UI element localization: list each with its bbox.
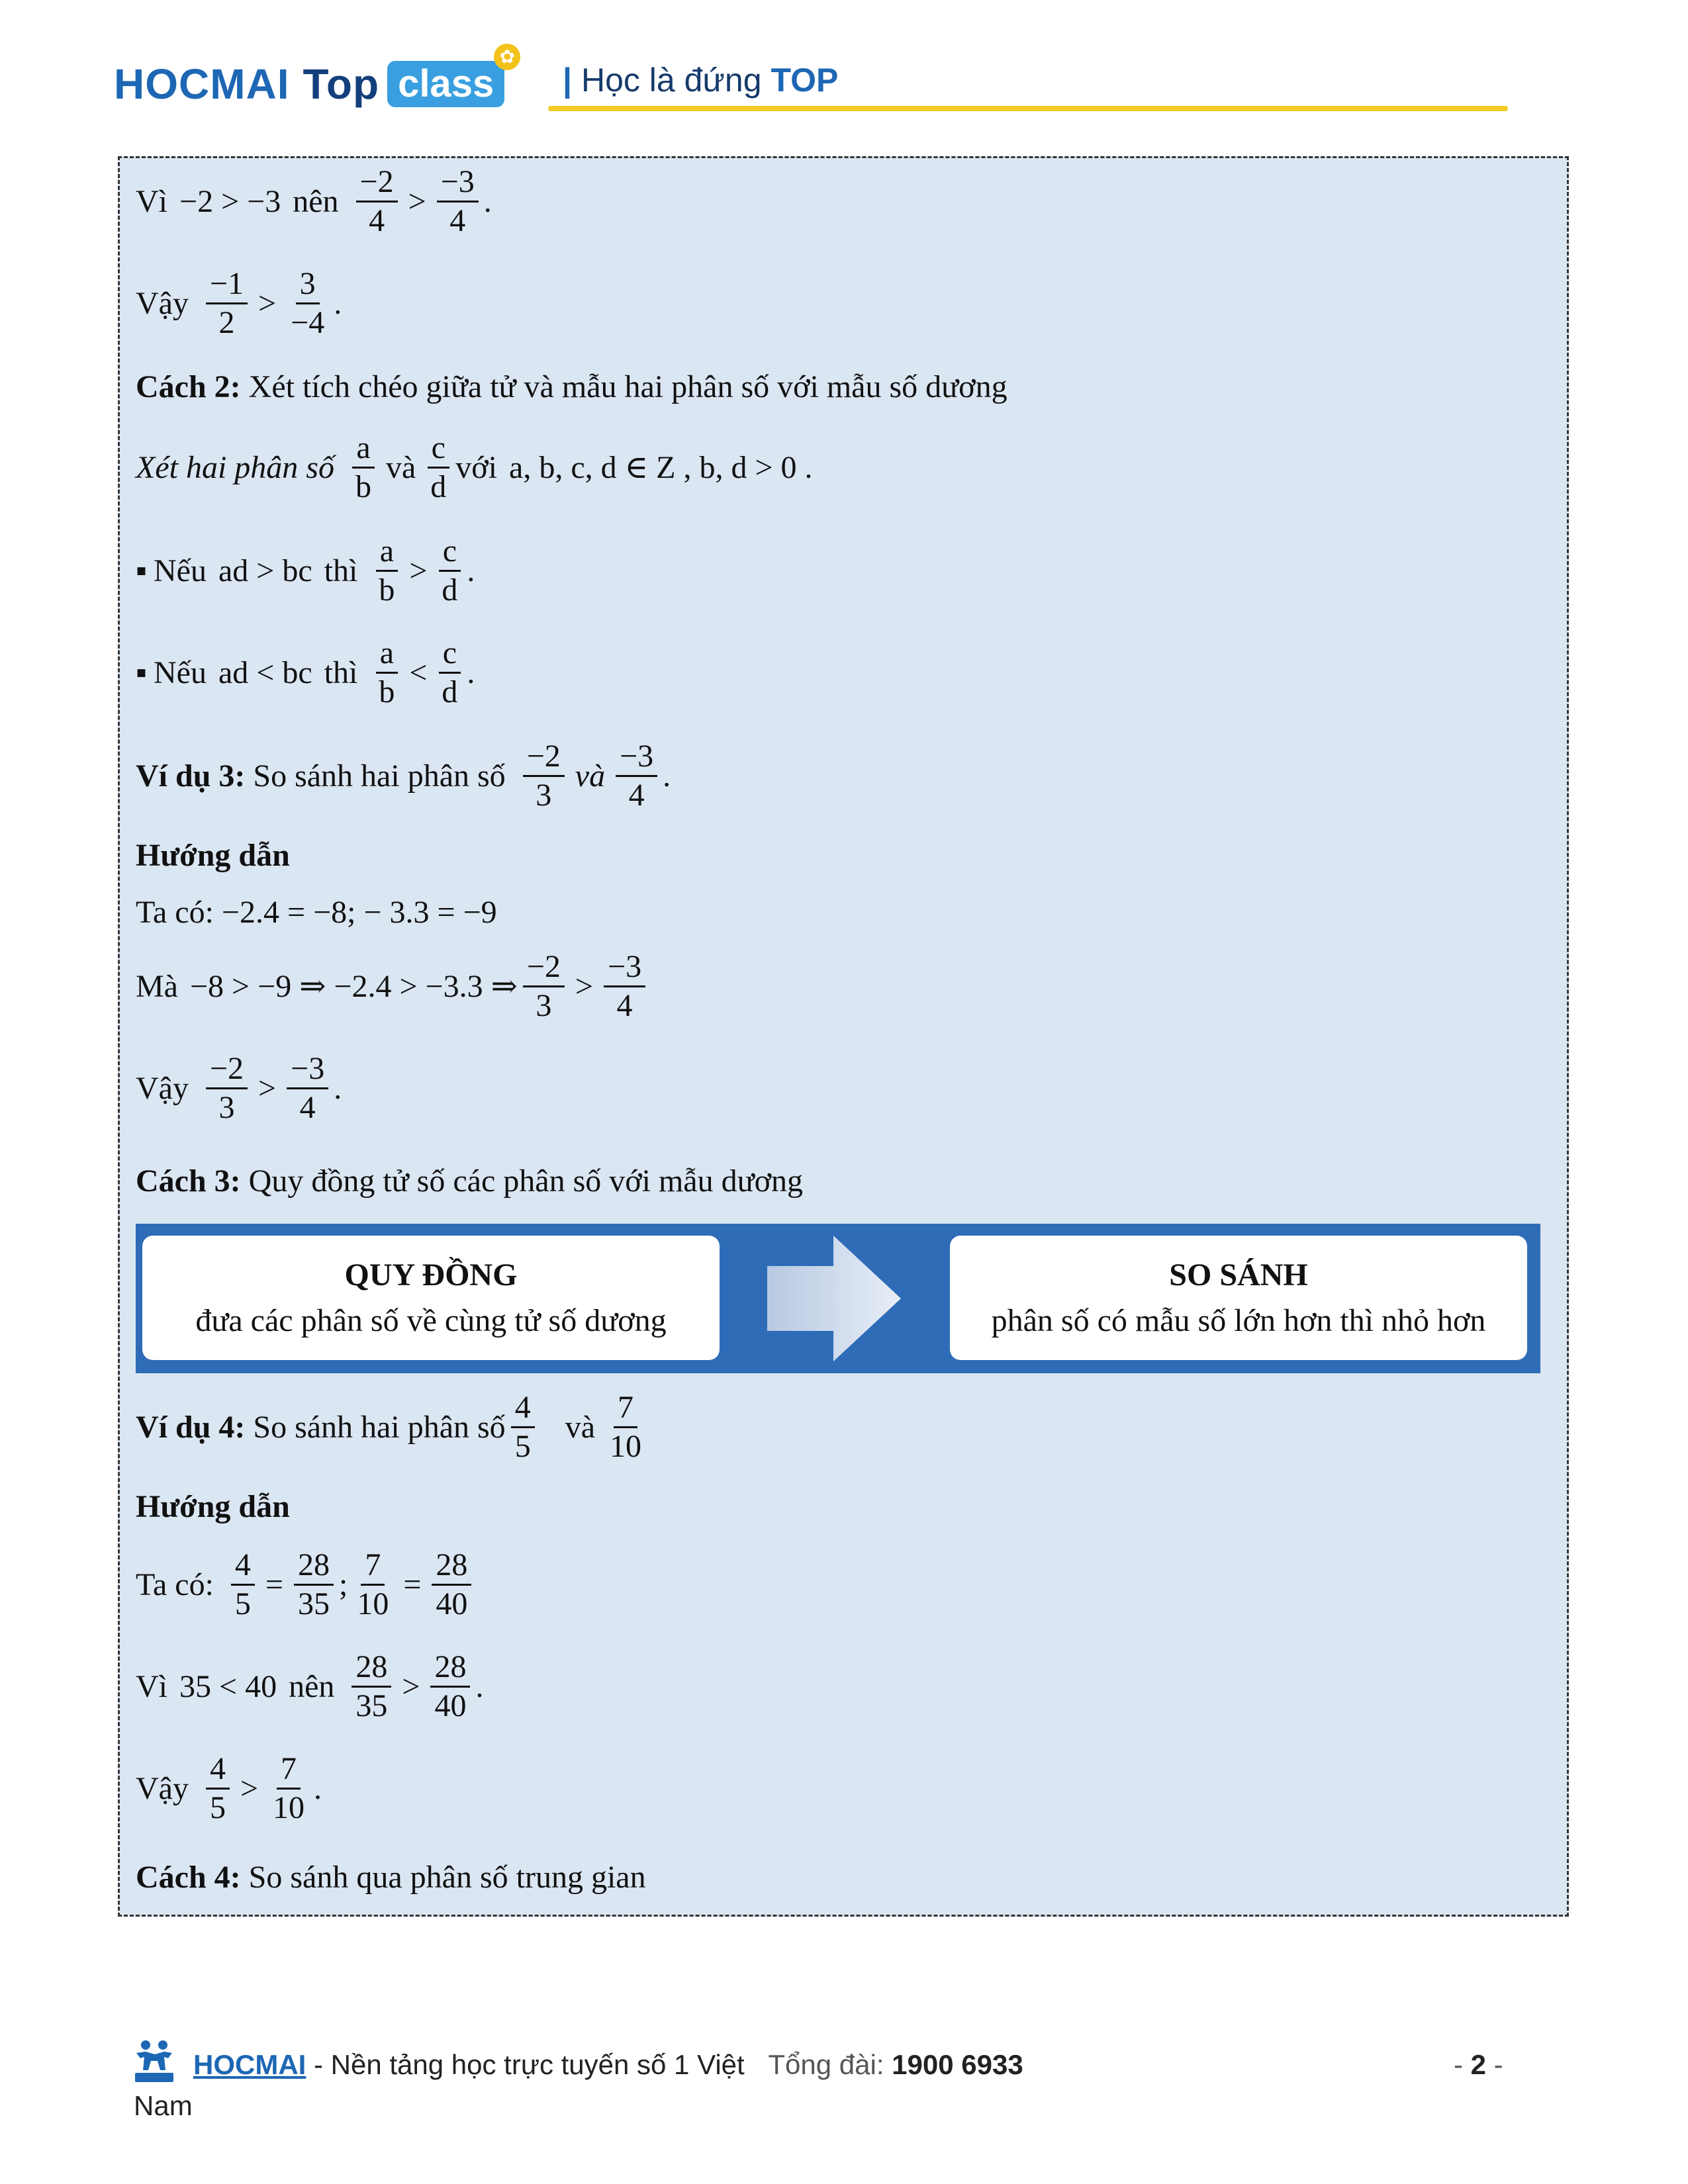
example-4-heading (136, 1392, 651, 1463)
denominator: b (379, 674, 395, 709)
numerator: −1 (206, 268, 248, 304)
denominator: 4 (628, 778, 645, 813)
denominator: b (355, 469, 371, 504)
period: . (483, 183, 492, 219)
period: . (334, 1070, 342, 1106)
operator: > (258, 285, 277, 321)
hotline-label: Tổng đài: (768, 2049, 884, 2080)
fraction (438, 637, 461, 708)
lesson-content-box (118, 156, 1569, 1917)
expression: −8 > −9 ⇒ −2.4 > −3.3 ⇒ (189, 968, 518, 1004)
fraction (287, 268, 328, 339)
period: . (663, 758, 671, 794)
example-text: So sánh hai phân số (253, 1409, 506, 1445)
period: . (467, 655, 475, 690)
denominator: 35 (298, 1586, 330, 1621)
numerator: −2 (523, 951, 565, 987)
fraction (375, 535, 399, 606)
numerator: 28 (294, 1549, 334, 1586)
fraction (606, 1392, 645, 1463)
line-vay-2 (136, 1053, 342, 1124)
numerator: 4 (206, 1753, 230, 1790)
numerator: −3 (287, 1053, 328, 1089)
text-nen: nên (289, 1668, 335, 1704)
period: . (314, 1770, 322, 1806)
method-text: Xét tích chéo giữa tử và mẫu hai phân số với mẫu số dương (248, 369, 1008, 404)
line-vay-1 (136, 268, 342, 339)
numerator: −2 (206, 1053, 248, 1089)
fraction (352, 1651, 391, 1722)
text-nen: nên (293, 183, 339, 219)
line-vi-nen-2 (136, 1651, 483, 1722)
condition: a, b, c, d ∈ Z , b, d > 0 . (509, 449, 813, 485)
fraction (375, 637, 399, 708)
bullet: ▪ (136, 553, 148, 588)
text-vay: Vậy (136, 1770, 189, 1806)
denominator: 35 (355, 1688, 388, 1723)
step-text: phân số có mẫu số lớn hơn thì nhỏ hơn (991, 1303, 1486, 1338)
denominator: 40 (434, 1688, 467, 1723)
text-ta-co: Ta có: (136, 895, 214, 930)
guide-heading: Hướng dẫn (136, 838, 290, 873)
numerator: 28 (430, 1651, 470, 1688)
text-ma: Mà (136, 968, 178, 1004)
denominator: 4 (616, 988, 633, 1023)
denominator: 2 (218, 305, 235, 340)
rule-less (136, 637, 475, 708)
text-vay: Vậy (136, 1070, 189, 1106)
guide-heading: Hướng dẫn (136, 1489, 290, 1524)
denominator: 10 (357, 1586, 389, 1621)
operator: < (409, 655, 428, 690)
logo-top: Top (303, 60, 380, 108)
example-label: Ví dụ 3: (136, 758, 246, 794)
denominator: 4 (449, 203, 466, 238)
numerator: −2 (523, 741, 565, 777)
operator: > (402, 1668, 420, 1704)
denominator: b (379, 572, 395, 608)
line-xet-hai-phan-so (136, 432, 813, 503)
numerator: a (352, 432, 374, 469)
step-title: SO SÁNH (1169, 1257, 1308, 1293)
text-vi: Vì (136, 1668, 167, 1704)
numerator: 4 (231, 1549, 255, 1586)
denominator: 3 (536, 778, 552, 813)
denominator: 4 (299, 1090, 316, 1125)
page-suffix: - (1486, 2049, 1503, 2080)
method-label: Cách 2: (136, 369, 241, 404)
fraction (206, 268, 248, 339)
fraction (206, 1053, 248, 1124)
operator: > (575, 968, 593, 1004)
footer-description: - Nền tảng học trực tuyến số 1 Việt (306, 2049, 745, 2080)
header-divider (548, 106, 1508, 111)
line-ma (136, 951, 651, 1022)
denominator: d (442, 674, 458, 709)
fraction (430, 1651, 470, 1722)
denominator: 5 (234, 1586, 251, 1621)
denominator: 5 (514, 1429, 531, 1464)
fraction (616, 741, 657, 811)
period: . (475, 1668, 484, 1704)
text-vay: Vậy (136, 285, 189, 321)
method-label: Cách 4: (136, 1860, 241, 1895)
tagline-text: Học là đứng (581, 62, 762, 99)
operator: = (403, 1567, 422, 1602)
fraction (426, 432, 450, 503)
numerator: −3 (616, 741, 657, 777)
numerator: 7 (277, 1753, 301, 1790)
operator: > (258, 1070, 277, 1106)
star-icon: ✿ (494, 44, 520, 70)
text-thi: thì (324, 655, 358, 690)
bullet: ▪ (136, 655, 148, 690)
fraction (294, 1549, 334, 1620)
text-va: và (385, 449, 416, 485)
example-label: Ví dụ 4: (136, 1409, 246, 1445)
numerator: c (428, 432, 449, 469)
period: . (334, 285, 342, 321)
denominator: d (430, 469, 447, 504)
method-3-diagram (136, 1224, 1540, 1373)
denominator: −4 (291, 305, 325, 340)
denominator: 40 (436, 1586, 468, 1621)
numerator: 28 (352, 1651, 391, 1688)
logo-class (387, 46, 515, 107)
line-ta-co-1 (136, 897, 497, 929)
numerator: 3 (296, 268, 320, 304)
logo-class-text: class (398, 62, 494, 105)
period: . (467, 553, 475, 588)
denominator: 3 (218, 1090, 235, 1125)
operator: > (409, 553, 428, 588)
fraction (437, 166, 479, 237)
numerator: 4 (511, 1392, 535, 1428)
text-va: và (565, 1409, 595, 1445)
page-number (1454, 2049, 1503, 2081)
numerator: 7 (361, 1549, 385, 1586)
fraction (352, 432, 375, 503)
denominator: 10 (610, 1429, 641, 1464)
line-vi-nen (136, 166, 492, 237)
hocmai-logo-icon (131, 2038, 177, 2085)
italic-text: Xét hai phân số (136, 449, 334, 485)
method-2-heading (136, 371, 1008, 403)
fraction (353, 1549, 393, 1620)
method-label: Cách 3: (136, 1163, 241, 1199)
denominator: 3 (536, 988, 552, 1023)
numerator: −3 (604, 951, 645, 987)
expression: −2.4 = −8; − 3.3 = −9 (221, 895, 497, 930)
numerator: c (439, 637, 461, 674)
line-vay-3 (136, 1753, 322, 1824)
page-header (0, 0, 1688, 132)
numerator: −3 (437, 166, 479, 203)
inequality: −2 > −3 (179, 183, 281, 219)
footer-text (193, 2049, 1023, 2081)
operator: > (240, 1770, 259, 1806)
example-3-heading (136, 741, 671, 811)
text-neu: Nếu (154, 655, 207, 690)
operator: > (408, 183, 426, 219)
hocmai-topclass-logo (114, 46, 515, 114)
numerator: −2 (356, 166, 398, 203)
page-value: 2 (1470, 2049, 1487, 2080)
operator: = (265, 1567, 283, 1602)
step-title: QUY ĐỒNG (344, 1257, 518, 1293)
fraction (604, 951, 645, 1022)
fraction (523, 951, 565, 1022)
text-vi: Vì (136, 183, 167, 219)
numerator: a (376, 535, 398, 572)
hotline-number: 1900 6933 (892, 2049, 1023, 2080)
example-text: So sánh hai phân số (253, 758, 506, 794)
method-4-heading (136, 1862, 646, 1893)
inequality: 35 < 40 (179, 1668, 277, 1704)
rule-greater (136, 535, 475, 606)
text-thi: thì (324, 553, 358, 588)
fraction (269, 1753, 308, 1824)
step-text: đưa các phân số về cùng tử số dương (195, 1303, 667, 1338)
fraction (523, 741, 565, 811)
method-text: Quy đồng tử số các phân số với mẫu dương (248, 1163, 804, 1199)
fraction (206, 1753, 230, 1824)
tagline (563, 57, 838, 103)
text-voi: với (455, 449, 498, 485)
method-3-heading (136, 1165, 803, 1197)
text-neu: Nếu (154, 553, 207, 588)
text-ta-co: Ta có: (136, 1567, 214, 1602)
condition: ad > bc (218, 553, 312, 588)
step-box-so-sanh (950, 1236, 1527, 1360)
denominator: 4 (369, 203, 385, 238)
numerator: a (376, 637, 398, 674)
method-text: So sánh qua phân số trung gian (248, 1860, 646, 1895)
tagline-top: TOP (771, 62, 839, 99)
fraction (356, 166, 398, 237)
text-va: và (575, 758, 606, 794)
footer-brand-link[interactable]: HOCMAI (193, 2049, 306, 2080)
denominator: 10 (273, 1790, 305, 1825)
logo-hocmai: HOCMAI (114, 60, 290, 108)
separator: ; (339, 1567, 348, 1602)
step-box-quy-dong (142, 1236, 720, 1360)
numerator: 7 (614, 1392, 637, 1428)
fraction (287, 1053, 328, 1124)
fraction (231, 1549, 255, 1620)
numerator: 28 (432, 1549, 471, 1586)
fraction (511, 1392, 535, 1463)
tagline-bar: | (563, 62, 572, 99)
fraction (438, 535, 461, 606)
right-arrow-icon (765, 1233, 905, 1364)
denominator: 5 (209, 1790, 226, 1825)
footer-text-continuation: Nam (134, 2090, 193, 2121)
line-ta-co-2 (136, 1549, 477, 1620)
condition: ad < bc (218, 655, 312, 690)
page-prefix: - (1454, 2049, 1471, 2080)
denominator: d (442, 572, 458, 608)
fraction (432, 1549, 471, 1620)
numerator: c (439, 535, 461, 572)
